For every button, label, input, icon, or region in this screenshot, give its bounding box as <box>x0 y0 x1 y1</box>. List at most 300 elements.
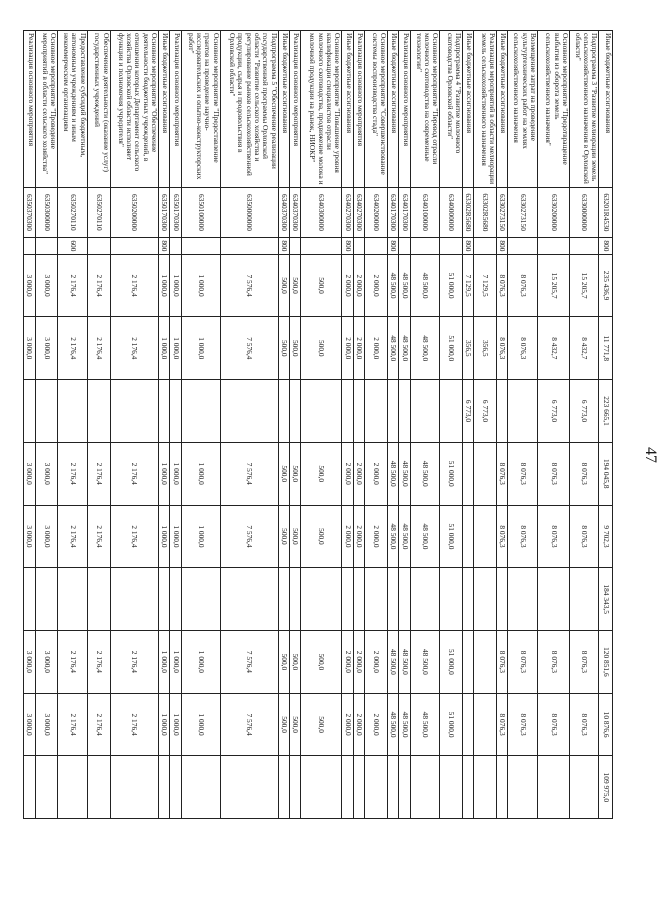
row-amount-cell: 15 205,7 <box>569 254 598 317</box>
row-amount-cell: 3 000,0 <box>35 505 58 568</box>
row-amount-cell: 1 000,0 <box>170 442 181 505</box>
table-row <box>110 31 158 880</box>
row-amount-cell <box>508 380 537 443</box>
row-amount-cell: 6 773,0 <box>569 380 598 443</box>
row-expense-type-cell <box>508 238 537 255</box>
row-amount-cell <box>474 631 497 694</box>
row-amount-cell: 51 000,0 <box>440 693 463 756</box>
row-amount-cell: 51 000,0 <box>440 631 463 694</box>
row-amount-cell: 48 500,0 <box>387 442 398 505</box>
row-amount-cell <box>387 756 398 819</box>
table-row <box>278 31 289 880</box>
row-expense-type-cell: 800 <box>278 238 289 255</box>
table-row <box>497 31 508 880</box>
row-amount-cell: 2 176,4 <box>110 693 158 756</box>
row-amount-cell: 500,0 <box>301 254 342 317</box>
row-code-cell: 6350170300 <box>170 187 181 237</box>
row-amount-cell: 120 851,6 <box>599 631 613 694</box>
row-amount-cell <box>497 568 508 631</box>
row-amount-cell: 3 000,0 <box>24 631 36 694</box>
table-row <box>387 31 398 880</box>
row-amount-cell: 356,5 <box>474 317 497 380</box>
row-amount-cell <box>353 568 364 631</box>
table-row <box>24 31 36 880</box>
row-amount-cell: 2 176,4 <box>87 693 110 756</box>
row-amount-cell: 2 000,0 <box>365 693 388 756</box>
row-code-cell: 6330273150 <box>508 187 537 237</box>
row-amount-cell: 2 176,4 <box>58 631 87 694</box>
table-row <box>508 31 537 880</box>
row-name-cell: Основное мероприятие "Перевод отрасли молочного скотоводства на современные технологии" <box>410 31 439 188</box>
row-amount-cell <box>158 568 169 631</box>
row-amount-cell: 8 076,3 <box>537 693 569 756</box>
row-amount-cell: 3 000,0 <box>24 505 36 568</box>
row-name-cell: Реализация основного мероприятия <box>289 31 300 188</box>
budget-page <box>23 30 659 880</box>
row-amount-cell: 2 176,4 <box>87 254 110 317</box>
row-amount-cell: 235 436,9 <box>599 254 613 317</box>
row-code-cell: 6350270110 <box>58 187 87 237</box>
row-amount-cell <box>220 756 278 819</box>
row-amount-cell: 1 000,0 <box>158 631 169 694</box>
row-expense-type-cell <box>170 238 181 255</box>
row-code-cell: 6340170300 <box>399 187 410 237</box>
row-amount-cell: 8 076,3 <box>508 505 537 568</box>
row-amount-cell: 48 500,0 <box>399 442 410 505</box>
row-amount-cell: 48 500,0 <box>399 693 410 756</box>
row-amount-cell <box>170 568 181 631</box>
row-amount-cell: 3 000,0 <box>35 442 58 505</box>
row-amount-cell <box>462 631 473 694</box>
row-amount-cell <box>110 756 158 819</box>
row-amount-cell: 7 576,4 <box>220 317 278 380</box>
budget-table <box>23 30 613 880</box>
row-name-cell: Реализация основного мероприятия <box>170 31 181 188</box>
row-code-cell: 6350370300 <box>24 187 36 237</box>
row-code-cell: 6350270110 <box>87 187 110 237</box>
row-code-cell: 6350000000 <box>220 187 278 237</box>
row-amount-cell <box>497 756 508 819</box>
row-amount-cell <box>278 568 289 631</box>
row-amount-cell: 8 432,7 <box>537 317 569 380</box>
row-amount-cell <box>35 380 58 443</box>
table-row <box>220 31 278 880</box>
row-code-cell: 63302R5680 <box>474 187 497 237</box>
row-amount-cell: 2 176,4 <box>58 505 87 568</box>
row-amount-cell: 500,0 <box>278 631 289 694</box>
row-amount-cell: 8 076,3 <box>497 254 508 317</box>
row-name-cell: Основное мероприятие "Проведение мероприятий в области сельского хозяйства" <box>35 31 58 188</box>
row-amount-cell: 500,0 <box>289 631 300 694</box>
row-amount-cell: 2 000,0 <box>342 254 353 317</box>
row-name-cell: Реализация основного мероприятия <box>399 31 410 188</box>
row-amount-cell <box>365 756 388 819</box>
row-amount-cell: 2 176,4 <box>87 505 110 568</box>
row-amount-cell: 2 000,0 <box>365 631 388 694</box>
row-amount-cell <box>35 756 58 819</box>
row-amount-cell: 1 000,0 <box>181 317 220 380</box>
row-expense-type-cell: 800 <box>387 238 398 255</box>
row-amount-cell: 2 176,4 <box>58 442 87 505</box>
row-amount-cell <box>440 380 463 443</box>
row-amount-cell: 2 176,4 <box>58 693 87 756</box>
row-expense-type-cell <box>474 238 497 255</box>
row-amount-cell <box>342 756 353 819</box>
row-amount-cell: 48 500,0 <box>410 254 439 317</box>
row-code-cell: 6340370300 <box>289 187 300 237</box>
row-name-cell: Реализация мероприятий в области мелиорации земель сельскохозяйственного назначения <box>474 31 497 188</box>
row-expense-type-cell: 800 <box>342 238 353 255</box>
row-amount-cell: 8 076,3 <box>508 442 537 505</box>
row-amount-cell: 2 176,4 <box>110 505 158 568</box>
row-amount-cell <box>278 756 289 819</box>
row-amount-cell: 48 500,0 <box>387 693 398 756</box>
row-amount-cell: 2 176,4 <box>110 254 158 317</box>
row-expense-type-cell <box>87 238 110 255</box>
row-amount-cell: 194 045,8 <box>599 442 613 505</box>
row-code-cell: 63201R4530 <box>599 187 613 237</box>
row-amount-cell <box>110 380 158 443</box>
row-amount-cell: 1 000,0 <box>170 254 181 317</box>
row-amount-cell <box>387 380 398 443</box>
table-row <box>87 31 110 880</box>
row-amount-cell: 3 000,0 <box>35 693 58 756</box>
table-row <box>462 31 473 880</box>
row-amount-cell <box>58 756 87 819</box>
row-code-cell: 6340270300 <box>342 187 353 237</box>
row-expense-type-cell <box>440 238 463 255</box>
row-amount-cell: 1 000,0 <box>158 254 169 317</box>
row-code-cell: 6340270300 <box>353 187 364 237</box>
row-amount-cell: 109 975,0 <box>599 756 613 819</box>
row-amount-cell: 2 000,0 <box>353 693 364 756</box>
row-amount-cell: 8 076,3 <box>537 505 569 568</box>
row-amount-cell: 1 000,0 <box>158 442 169 505</box>
row-amount-cell <box>365 380 388 443</box>
table-row <box>158 31 169 880</box>
row-amount-cell: 2 176,4 <box>110 631 158 694</box>
row-amount-cell: 15 205,7 <box>537 254 569 317</box>
row-amount-cell <box>497 380 508 443</box>
row-code-cell: 6340200000 <box>365 187 388 237</box>
row-amount-cell <box>569 756 598 819</box>
row-expense-type-cell <box>399 238 410 255</box>
row-amount-cell: 3 000,0 <box>24 442 36 505</box>
row-amount-cell: 48 500,0 <box>387 631 398 694</box>
row-amount-cell: 8 076,3 <box>497 317 508 380</box>
row-name-cell: Основное мероприятие "Обеспечение деятельности бюджетных учреждений, в отношении которых Департамент сельского хозяйства Орловской области исполняет функции и полномочия учредителя" <box>110 31 158 188</box>
row-amount-cell <box>399 380 410 443</box>
row-amount-cell: 8 076,3 <box>569 505 598 568</box>
row-amount-cell <box>170 380 181 443</box>
row-name-cell: Реализация основного мероприятия <box>353 31 364 188</box>
row-amount-cell <box>474 693 497 756</box>
row-code-cell: 6330273150 <box>497 187 508 237</box>
row-amount-cell: 184 343,5 <box>599 568 613 631</box>
row-amount-cell <box>220 380 278 443</box>
row-amount-cell <box>301 380 342 443</box>
table-row <box>399 31 410 880</box>
row-amount-cell: 2 000,0 <box>342 693 353 756</box>
row-amount-cell <box>301 568 342 631</box>
row-amount-cell: 8 076,3 <box>508 254 537 317</box>
row-amount-cell <box>87 568 110 631</box>
row-expense-type-cell <box>24 238 36 255</box>
row-name-cell: Предоставление субсидий бюджетным, автономным учреждениям и иным некоммерческим организациям <box>58 31 87 188</box>
row-amount-cell: 500,0 <box>289 254 300 317</box>
row-amount-cell: 48 500,0 <box>399 317 410 380</box>
row-amount-cell: 6 773,0 <box>462 380 473 443</box>
table-row <box>289 31 300 880</box>
row-amount-cell <box>342 568 353 631</box>
row-amount-cell: 6 773,0 <box>474 380 497 443</box>
row-amount-cell: 1 000,0 <box>158 505 169 568</box>
page-number: 47 <box>642 447 659 463</box>
row-amount-cell: 2 000,0 <box>342 442 353 505</box>
row-amount-cell <box>410 568 439 631</box>
row-amount-cell <box>58 568 87 631</box>
row-amount-cell: 48 500,0 <box>387 505 398 568</box>
row-amount-cell: 500,0 <box>278 317 289 380</box>
row-amount-cell <box>474 756 497 819</box>
row-amount-cell: 1 000,0 <box>181 631 220 694</box>
table-row <box>181 31 220 880</box>
row-name-cell: Иные бюджетные ассигнования <box>462 31 473 188</box>
row-amount-cell: 8 432,7 <box>569 317 598 380</box>
row-amount-cell: 51 000,0 <box>440 254 463 317</box>
row-amount-cell <box>462 693 473 756</box>
row-amount-cell <box>365 568 388 631</box>
row-expense-type-cell <box>289 238 300 255</box>
row-amount-cell: 48 500,0 <box>387 254 398 317</box>
row-amount-cell: 2 000,0 <box>342 631 353 694</box>
row-amount-cell: 1 000,0 <box>181 505 220 568</box>
row-amount-cell: 500,0 <box>289 317 300 380</box>
row-expense-type-cell <box>537 238 569 255</box>
row-amount-cell: 8 076,3 <box>497 505 508 568</box>
row-amount-cell: 7 576,4 <box>220 631 278 694</box>
row-name-cell: Иные бюджетные ассигнования <box>158 31 169 188</box>
row-amount-cell: 1 000,0 <box>170 631 181 694</box>
row-amount-cell <box>289 756 300 819</box>
row-amount-cell: 2 176,4 <box>87 317 110 380</box>
row-amount-cell: 8 076,3 <box>569 693 598 756</box>
row-amount-cell <box>87 380 110 443</box>
row-amount-cell: 500,0 <box>301 505 342 568</box>
row-code-cell: 6350100000 <box>181 187 220 237</box>
row-name-cell: Основное мероприятие "Предоставление грантов на проведение научно-исследовательских и опытно-конструкторских работ" <box>181 31 220 188</box>
table-row <box>365 31 388 880</box>
row-amount-cell <box>342 380 353 443</box>
table-row <box>440 31 463 880</box>
row-amount-cell: 500,0 <box>289 693 300 756</box>
row-amount-cell: 10 876,6 <box>599 693 613 756</box>
row-amount-cell: 2 000,0 <box>365 317 388 380</box>
row-amount-cell: 48 500,0 <box>410 693 439 756</box>
row-amount-cell <box>462 568 473 631</box>
row-name-cell: Обеспечение деятельности (оказание услуг) государственных учреждений <box>87 31 110 188</box>
row-amount-cell: 2 000,0 <box>353 505 364 568</box>
row-amount-cell: 2 176,4 <box>87 631 110 694</box>
row-amount-cell: 7 576,4 <box>220 693 278 756</box>
row-expense-type-cell <box>301 238 342 255</box>
row-amount-cell: 9 702,3 <box>599 505 613 568</box>
row-name-cell: Основное мероприятие "Совершенствование системы воспроизводства стада" <box>365 31 388 188</box>
row-amount-cell: 500,0 <box>301 442 342 505</box>
row-amount-cell: 500,0 <box>278 505 289 568</box>
row-amount-cell: 2 000,0 <box>342 317 353 380</box>
row-code-cell: 6340170300 <box>387 187 398 237</box>
row-amount-cell <box>537 568 569 631</box>
row-code-cell: 6340300000 <box>301 187 342 237</box>
row-name-cell: Подпрограмма 3 "Развитие мелиорации земель сельскохозяйственного назначения в Орловской области" <box>569 31 598 188</box>
row-amount-cell: 48 500,0 <box>399 631 410 694</box>
row-amount-cell: 1 000,0 <box>181 254 220 317</box>
table-row <box>537 31 569 880</box>
row-amount-cell: 7 129,5 <box>462 254 473 317</box>
row-amount-cell <box>508 568 537 631</box>
row-name-cell: Реализация основного мероприятия <box>24 31 36 188</box>
row-amount-cell <box>278 380 289 443</box>
row-name-cell: Иные бюджетные ассигнования <box>599 31 613 188</box>
row-amount-cell: 11 771,8 <box>599 317 613 380</box>
table-row <box>599 31 613 880</box>
row-expense-type-cell <box>365 238 388 255</box>
row-expense-type-cell <box>220 238 278 255</box>
row-amount-cell: 2 176,4 <box>58 317 87 380</box>
row-amount-cell: 223 665,1 <box>599 380 613 443</box>
row-amount-cell <box>170 756 181 819</box>
row-expense-type-cell <box>181 238 220 255</box>
row-name-cell: Подпрограмма 5 "Обеспечение реализации государственной программы Орловской области "Развитие сельского хозяйства и регулирование рынков сельскохозяйственной продукции, сырья и продовольствия в Орловской области" <box>220 31 278 188</box>
row-amount-cell: 51 000,0 <box>440 442 463 505</box>
table-row <box>410 31 439 880</box>
row-name-cell: Иные бюджетные ассигнования <box>342 31 353 188</box>
row-name-cell: Подпрограмма 4 "Развитие молочного скотоводства Орловской области" <box>440 31 463 188</box>
row-amount-cell: 8 076,3 <box>497 631 508 694</box>
row-amount-cell: 8 076,3 <box>508 693 537 756</box>
row-amount-cell <box>158 756 169 819</box>
row-amount-cell <box>301 756 342 819</box>
row-amount-cell <box>399 568 410 631</box>
row-amount-cell: 1 000,0 <box>170 693 181 756</box>
row-amount-cell <box>35 568 58 631</box>
row-name-cell: Иные бюджетные ассигнования <box>278 31 289 188</box>
row-amount-cell <box>353 380 364 443</box>
row-amount-cell: 2 000,0 <box>353 442 364 505</box>
row-amount-cell: 48 500,0 <box>399 505 410 568</box>
row-code-cell: 6340000000 <box>440 187 463 237</box>
table-row <box>58 31 87 880</box>
row-amount-cell <box>462 756 473 819</box>
row-name-cell: Иные бюджетные ассигнования <box>387 31 398 188</box>
row-amount-cell: 500,0 <box>289 505 300 568</box>
row-amount-cell: 356,5 <box>462 317 473 380</box>
row-expense-type-cell <box>110 238 158 255</box>
row-amount-cell: 2 176,4 <box>58 254 87 317</box>
row-amount-cell <box>220 568 278 631</box>
row-amount-cell: 2 000,0 <box>365 505 388 568</box>
row-amount-cell <box>24 568 36 631</box>
row-amount-cell <box>24 756 36 819</box>
row-amount-cell <box>353 756 364 819</box>
row-amount-cell: 2 000,0 <box>365 254 388 317</box>
row-amount-cell <box>474 505 497 568</box>
row-amount-cell: 8 076,3 <box>497 693 508 756</box>
row-amount-cell <box>399 756 410 819</box>
row-name-cell: Возмещение затрат на проведение культуртехнических работ на землях сельскохозяйственного назначения <box>508 31 537 188</box>
row-amount-cell: 48 500,0 <box>410 317 439 380</box>
row-amount-cell: 500,0 <box>301 631 342 694</box>
row-amount-cell: 500,0 <box>289 442 300 505</box>
row-amount-cell <box>110 568 158 631</box>
row-amount-cell: 51 000,0 <box>440 317 463 380</box>
row-code-cell: 6330200000 <box>537 187 569 237</box>
row-amount-cell: 48 500,0 <box>387 317 398 380</box>
row-expense-type-cell: 800 <box>599 238 613 255</box>
row-amount-cell <box>474 568 497 631</box>
row-name-cell: Основное мероприятие "Повышение уровня квалификации специалистов отрасли молочного скотоводства, продвижение молока и молочной продукции на рынок, НИОКР" <box>301 31 342 188</box>
row-amount-cell: 8 076,3 <box>497 442 508 505</box>
table-row <box>342 31 353 880</box>
table-row <box>569 31 598 880</box>
row-amount-cell: 1 000,0 <box>158 317 169 380</box>
row-amount-cell: 3 000,0 <box>24 693 36 756</box>
row-code-cell: 6330000000 <box>569 187 598 237</box>
row-amount-cell: 2 000,0 <box>353 254 364 317</box>
row-amount-cell: 2 000,0 <box>353 631 364 694</box>
row-amount-cell: 3 000,0 <box>35 254 58 317</box>
row-amount-cell <box>537 756 569 819</box>
row-amount-cell <box>410 756 439 819</box>
row-expense-type-cell: 600 <box>58 238 87 255</box>
row-amount-cell: 1 000,0 <box>170 505 181 568</box>
row-amount-cell <box>440 568 463 631</box>
row-amount-cell <box>181 380 220 443</box>
row-expense-type-cell <box>410 238 439 255</box>
row-amount-cell: 500,0 <box>301 693 342 756</box>
row-amount-cell: 2 176,4 <box>110 442 158 505</box>
row-amount-cell: 1 000,0 <box>170 317 181 380</box>
table-row <box>170 31 181 880</box>
row-amount-cell: 2 176,4 <box>87 442 110 505</box>
row-amount-cell <box>474 442 497 505</box>
row-expense-type-cell <box>35 238 58 255</box>
row-amount-cell: 500,0 <box>278 254 289 317</box>
row-amount-cell: 1 000,0 <box>181 442 220 505</box>
row-amount-cell <box>440 756 463 819</box>
row-amount-cell: 7 129,5 <box>474 254 497 317</box>
row-amount-cell: 2 000,0 <box>365 442 388 505</box>
row-amount-cell: 48 500,0 <box>410 505 439 568</box>
row-expense-type-cell: 800 <box>158 238 169 255</box>
row-amount-cell <box>462 442 473 505</box>
row-amount-cell <box>87 756 110 819</box>
row-code-cell: 6340370300 <box>278 187 289 237</box>
row-amount-cell: 2 000,0 <box>353 317 364 380</box>
row-code-cell: 63302R5680 <box>462 187 473 237</box>
row-name-cell: Иные бюджетные ассигнования <box>497 31 508 188</box>
row-amount-cell <box>289 380 300 443</box>
row-amount-cell: 500,0 <box>278 693 289 756</box>
row-amount-cell <box>289 568 300 631</box>
row-amount-cell: 8 076,3 <box>569 442 598 505</box>
row-amount-cell: 3 000,0 <box>24 317 36 380</box>
table-row <box>301 31 342 880</box>
row-amount-cell <box>508 756 537 819</box>
row-amount-cell: 8 076,3 <box>537 442 569 505</box>
row-amount-cell: 7 576,4 <box>220 442 278 505</box>
